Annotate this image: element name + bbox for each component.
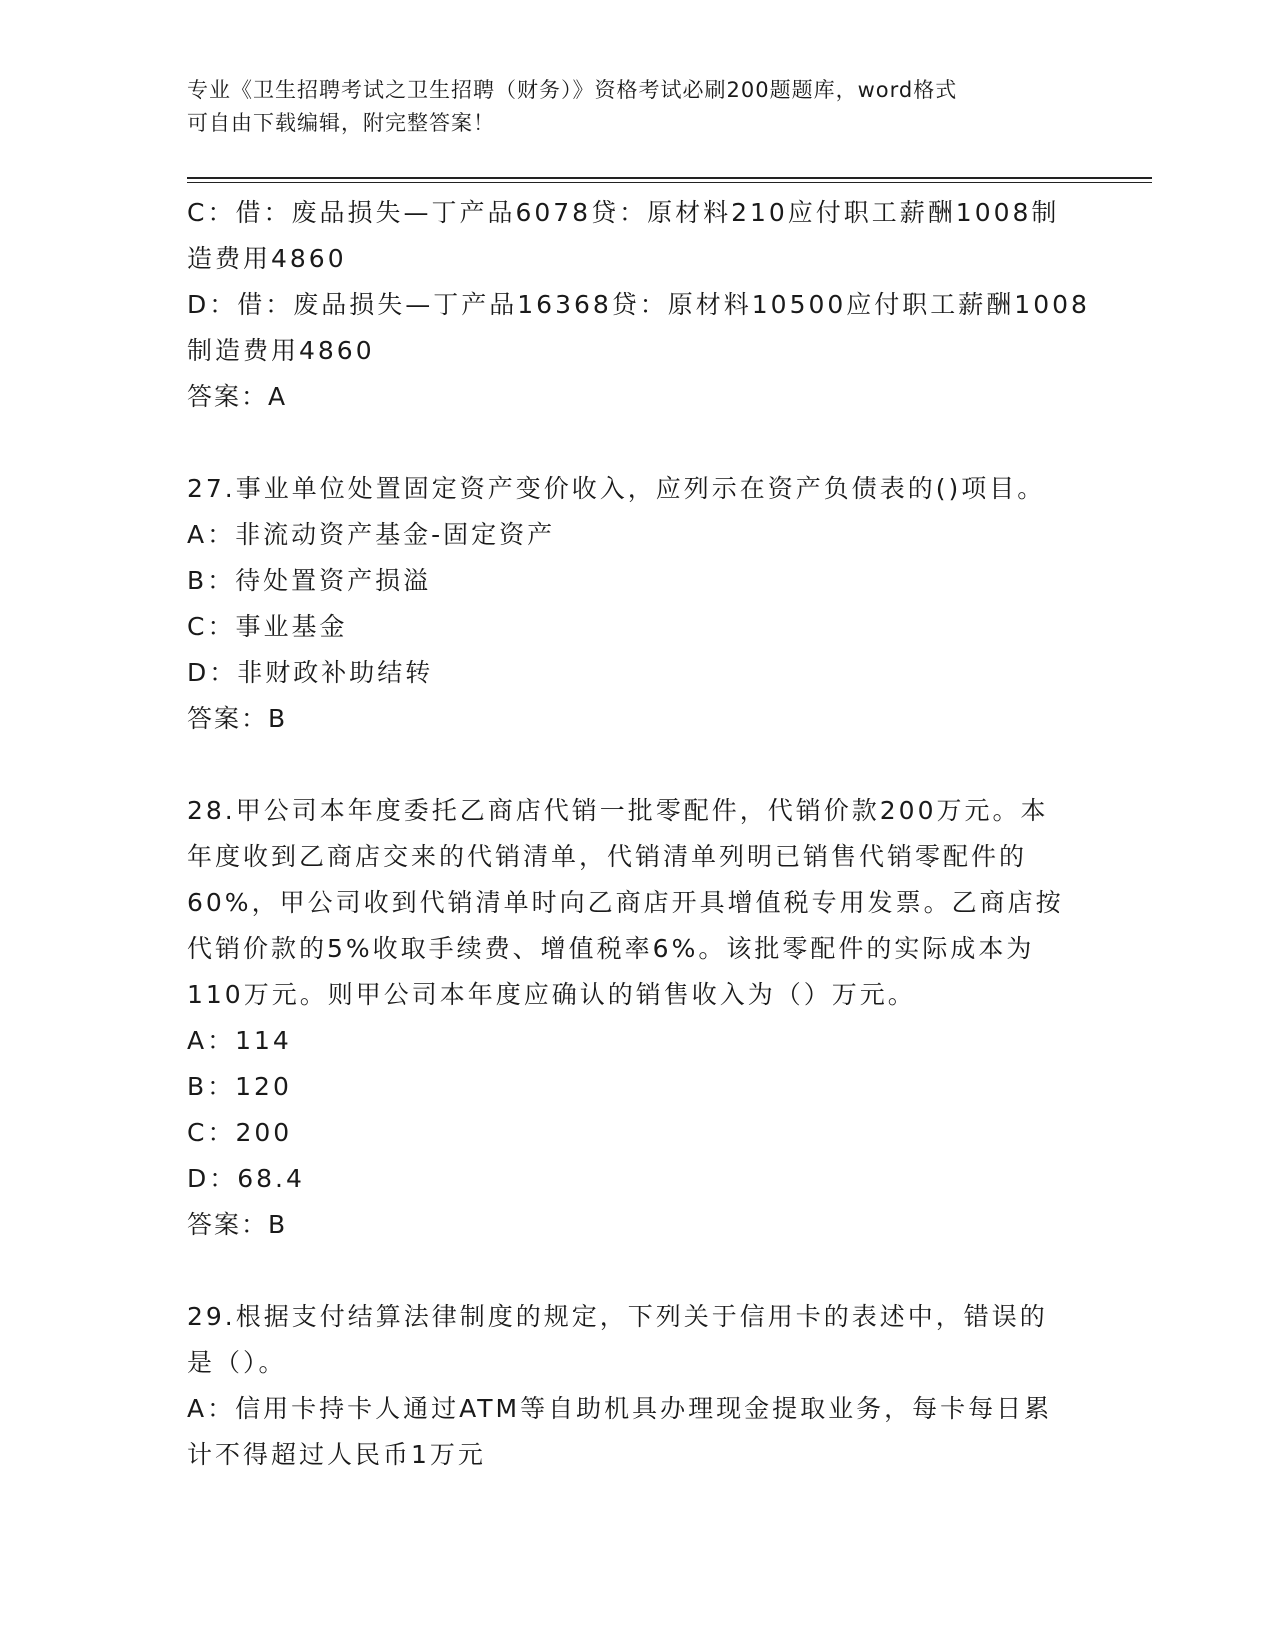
question-stem-line-2: 年度收到乙商店交来的代销清单，代销清单列明已销售代销零配件的 [187, 842, 1028, 871]
option-b: B：120 [187, 1072, 292, 1101]
question-29 [187, 1294, 1087, 1478]
question-stem: 27.事业单位处置固定资产变价收入，应列示在资产负债表的()项目。 [187, 474, 1046, 503]
option-d-line-1: D：借：废品损失—丁产品16368贷：原材料10500应付职工薪酬1008 [187, 290, 1090, 319]
option-a: A：非流动资产基金-固定资产 [187, 520, 556, 549]
option-c: C：200 [187, 1118, 293, 1147]
document-header [187, 74, 1067, 140]
option-d: D：非财政补助结转 [187, 658, 434, 687]
option-c-line-1: C：借：废品损失—丁产品6078贷：原材料210应付职工薪酬1008制 [187, 198, 1060, 227]
option-c-line-2: 造费用4860 [187, 244, 347, 273]
option-b: B：待处置资产损溢 [187, 566, 432, 595]
option-a-line-1: A：信用卡持卡人通过ATM等自助机具办理现金提取业务，每卡每日累 [187, 1394, 1053, 1423]
question-27 [187, 466, 1087, 742]
question-stem-line-1: 29.根据支付结算法律制度的规定，下列关于信用卡的表述中，错误的 [187, 1302, 1048, 1331]
answer-label: 答案：A [187, 382, 288, 411]
question-stem-line-5: 110万元。则甲公司本年度应确认的销售收入为（）万元。 [187, 980, 916, 1009]
question-stem-line-1: 28.甲公司本年度委托乙商店代销一批零配件，代销价款200万元。本 [187, 796, 1049, 825]
question-26-tail [187, 190, 1090, 420]
option-d-line-2: 制造费用4860 [187, 336, 375, 365]
spacer [187, 1248, 1087, 1294]
answer-label: 答案：B [187, 704, 288, 733]
header-title-line-2: 可自由下载编辑，附完整答案！ [187, 111, 495, 135]
header-title-line-1: 专业《卫生招聘考试之卫生招聘（财务）》资格考试必刷200题题库，word格式 [187, 78, 958, 102]
question-stem-line-3: 60%，甲公司收到代销清单时向乙商店开具增值税专用发票。乙商店按 [187, 888, 1064, 917]
question-stem-line-2: 是（）。 [187, 1348, 287, 1377]
option-a-line-2: 计不得超过人民币1万元 [187, 1440, 486, 1469]
answer-label: 答案：B [187, 1210, 288, 1239]
header-divider-thick [187, 177, 1152, 179]
option-a: A：114 [187, 1026, 292, 1055]
question-content [187, 190, 1090, 1478]
option-c: C：事业基金 [187, 612, 348, 641]
spacer [187, 742, 1087, 788]
question-stem-line-4: 代销价款的5%收取手续费、增值税率6%。该批零配件的实际成本为 [187, 934, 1035, 963]
header-divider-thin [187, 182, 1152, 183]
option-d: D：68.4 [187, 1164, 305, 1193]
spacer [187, 420, 1087, 466]
question-28 [187, 788, 1087, 1248]
